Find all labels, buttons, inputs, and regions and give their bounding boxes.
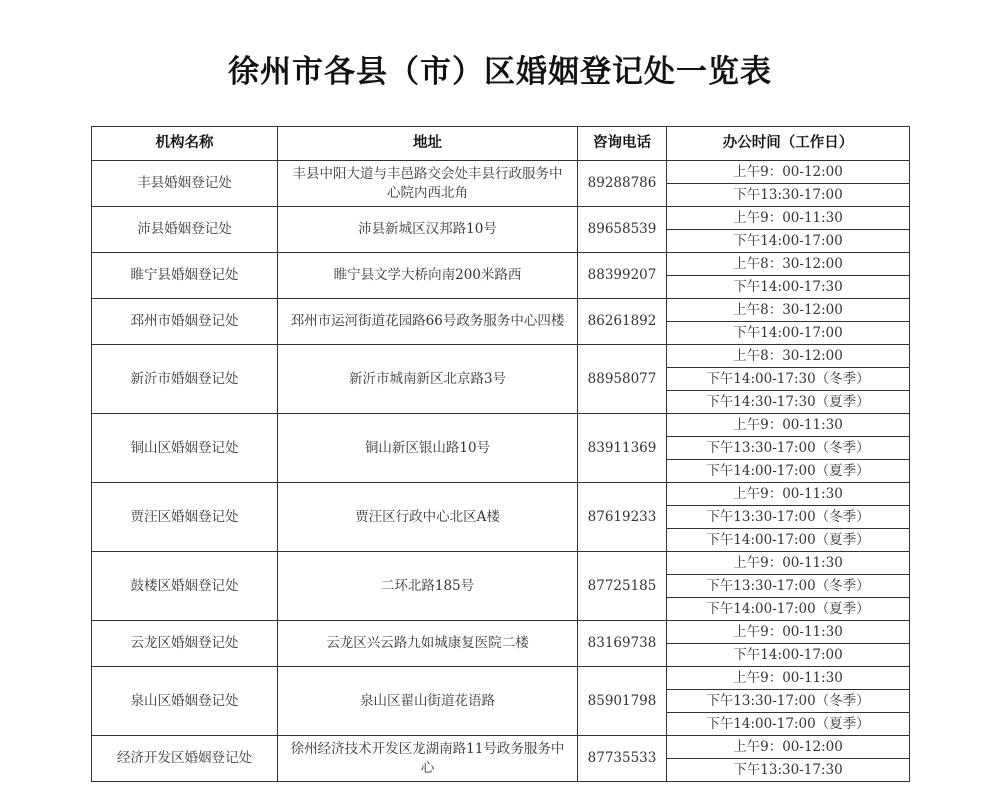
table-body: [92, 161, 910, 782]
office-name: 铜山区婚姻登记处: [92, 414, 278, 483]
table-row: [92, 621, 910, 644]
office-phone: 89288786: [578, 161, 667, 207]
office-name: 沛县婚姻登记处: [92, 207, 278, 253]
office-hours: 上午9：00-12:00: [667, 736, 910, 759]
office-hours: 下午13:30-17:00（冬季）: [667, 437, 910, 460]
table-row: [92, 207, 910, 230]
office-name: 睢宁县婚姻登记处: [92, 253, 278, 299]
table-row: [92, 736, 910, 759]
office-phone: 85901798: [578, 667, 667, 736]
office-phone: 86261892: [578, 299, 667, 345]
office-hours: 下午13:30-17:30: [667, 759, 910, 782]
office-hours: 上午9：00-11:30: [667, 621, 910, 644]
office-hours: 下午14:00-17:30: [667, 276, 910, 299]
table-row: [92, 345, 910, 368]
office-address: 新沂市城南新区北京路3号: [278, 345, 578, 414]
office-hours: 下午14:30-17:30（夏季）: [667, 391, 910, 414]
office-name: 新沂市婚姻登记处: [92, 345, 278, 414]
office-hours: 下午14:00-17:30（冬季）: [667, 368, 910, 391]
page-title: 徐州市各县（市）区婚姻登记处一览表: [228, 54, 772, 90]
office-address: 丰县中阳大道与丰邑路交会处丰县行政服务中心院内西北角: [278, 161, 578, 207]
office-hours: 下午14:00-17:00（夏季）: [667, 598, 910, 621]
office-hours: 下午13:30-17:00（冬季）: [667, 575, 910, 598]
office-hours: 下午13:30-17:00（冬季）: [667, 506, 910, 529]
table-header-row: [92, 127, 910, 161]
office-name: 贾汪区婚姻登记处: [92, 483, 278, 552]
office-hours: 上午8：30-12:00: [667, 299, 910, 322]
office-address: 沛县新城区汉邦路10号: [278, 207, 578, 253]
header-hours: 办公时间（工作日）: [667, 127, 910, 161]
office-hours: 下午14:00-17:00: [667, 322, 910, 345]
office-phone: 83911369: [578, 414, 667, 483]
office-phone: 88399207: [578, 253, 667, 299]
office-phone: 87725185: [578, 552, 667, 621]
table-row: [92, 667, 910, 690]
table-row: [92, 414, 910, 437]
office-name: 丰县婚姻登记处: [92, 161, 278, 207]
office-address: 二环北路185号: [278, 552, 578, 621]
office-address: 贾汪区行政中心北区A楼: [278, 483, 578, 552]
office-name: 云龙区婚姻登记处: [92, 621, 278, 667]
office-hours: 下午14:00-17:00（夏季）: [667, 529, 910, 552]
header-phone: 咨询电话: [578, 127, 667, 161]
office-address: 睢宁县文学大桥向南200米路西: [278, 253, 578, 299]
office-hours: 上午9：00-11:30: [667, 483, 910, 506]
office-hours: 上午9：00-12:00: [667, 161, 910, 184]
office-address: 泉山区翟山街道花语路: [278, 667, 578, 736]
office-hours: 下午14:00-17:00: [667, 644, 910, 667]
office-address: 云龙区兴云路九如城康复医院二楼: [278, 621, 578, 667]
office-phone: 83169738: [578, 621, 667, 667]
office-address: 铜山新区银山路10号: [278, 414, 578, 483]
table-row: [92, 253, 910, 276]
office-name: 经济开发区婚姻登记处: [92, 736, 278, 782]
office-hours: 下午14:00-17:00: [667, 230, 910, 253]
header-address: 地址: [278, 127, 578, 161]
office-hours: 上午9：00-11:30: [667, 207, 910, 230]
table-row: [92, 299, 910, 322]
office-hours: 下午13:30-17:00: [667, 184, 910, 207]
office-hours: 上午9：00-11:30: [667, 414, 910, 437]
office-phone: 87735533: [578, 736, 667, 782]
office-hours: 下午13:30-17:00（冬季）: [667, 690, 910, 713]
office-address: 徐州经济技术开发区龙湖南路11号政务服务中心: [278, 736, 578, 782]
office-hours: 上午8：30-12:00: [667, 345, 910, 368]
office-name: 鼓楼区婚姻登记处: [92, 552, 278, 621]
office-name: 泉山区婚姻登记处: [92, 667, 278, 736]
office-hours: 下午14:00-17:00（夏季）: [667, 713, 910, 736]
office-hours: 下午14:00-17:00（夏季）: [667, 460, 910, 483]
office-name: 邳州市婚姻登记处: [92, 299, 278, 345]
office-hours: 上午9：00-11:30: [667, 667, 910, 690]
office-phone: 87619233: [578, 483, 667, 552]
office-hours: 上午9：00-11:30: [667, 552, 910, 575]
office-address: 邳州市运河街道花园路66号政务服务中心四楼: [278, 299, 578, 345]
office-hours: 上午8：30-12:00: [667, 253, 910, 276]
office-phone: 88958077: [578, 345, 667, 414]
table-row: [92, 483, 910, 506]
header-name: 机构名称: [92, 127, 278, 161]
table-row: [92, 161, 910, 184]
registration-offices-table: [91, 126, 910, 782]
office-phone: 89658539: [578, 207, 667, 253]
table-row: [92, 552, 910, 575]
